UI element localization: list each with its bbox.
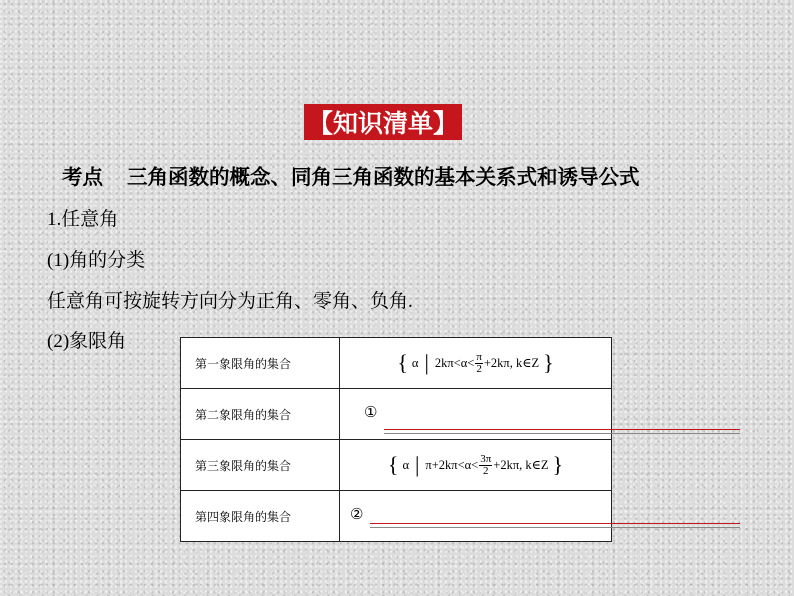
row-label: 第一象限角的集合 bbox=[181, 338, 340, 389]
set-expression: { α | π+2kπ<α< $\frac{3\pi}{2}$ +2kπ, k∈Z } bbox=[387, 452, 564, 477]
set-expression-cell bbox=[340, 338, 612, 389]
topic-title: 三角函数的概念、同角三角函数的基本关系式和诱导公式 bbox=[127, 165, 640, 189]
blank-marker: ② bbox=[350, 507, 364, 523]
quadrant-table bbox=[180, 337, 612, 542]
blank-marker: ① bbox=[364, 405, 378, 421]
row-label: 第二象限角的集合 bbox=[181, 389, 340, 440]
red-underline bbox=[370, 523, 740, 524]
item-any-angle: 1.任意角 bbox=[47, 209, 119, 230]
set-expression-cell bbox=[340, 440, 612, 491]
item-angle-classification: (1)角的分类 bbox=[47, 250, 146, 271]
gray-underline bbox=[384, 433, 740, 434]
topic-label: 考点 bbox=[62, 165, 103, 189]
set-expression: { α | 2kπ<α< $\frac{\pi}{2}$ +2kπ, k∈Z } bbox=[397, 350, 554, 375]
gray-underline bbox=[370, 527, 740, 528]
blank-cell bbox=[340, 389, 612, 440]
classification-text: 任意角可按旋转方向分为正角、零角、负角. bbox=[47, 291, 413, 312]
table-row bbox=[181, 338, 612, 389]
row-label: 第四象限角的集合 bbox=[181, 491, 340, 542]
table-row bbox=[181, 389, 612, 440]
topic-heading bbox=[62, 160, 782, 190]
table-row bbox=[181, 491, 612, 542]
red-underline bbox=[384, 429, 740, 430]
blank-cell bbox=[340, 491, 612, 542]
section-title-badge: 【知识清单】 bbox=[304, 104, 462, 140]
row-label: 第三象限角的集合 bbox=[181, 440, 340, 491]
item-quadrant-angle: (2)象限角 bbox=[47, 331, 127, 352]
table-row bbox=[181, 440, 612, 491]
